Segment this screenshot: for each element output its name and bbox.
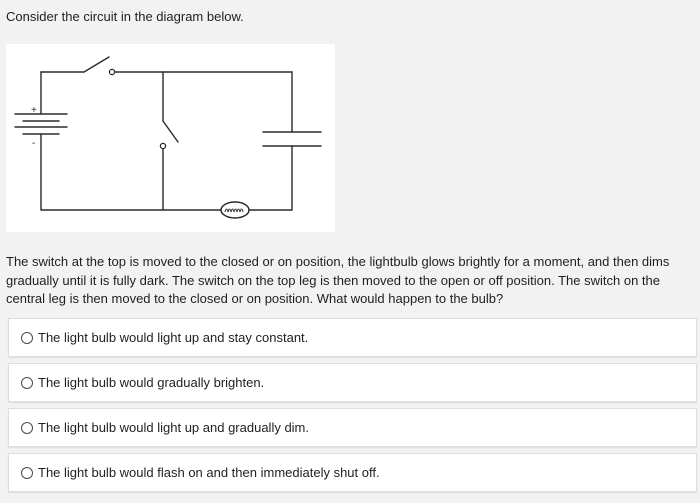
answer-option-label: The light bulb would gradually brighten. xyxy=(38,374,265,390)
radio-button-icon[interactable] xyxy=(21,467,33,479)
answer-option-1[interactable] xyxy=(8,318,697,357)
center-switch-lever xyxy=(163,121,178,142)
center-switch-contact xyxy=(160,143,165,148)
intro-text: Consider the circuit in the diagram below. xyxy=(6,9,244,24)
answer-options xyxy=(8,318,697,498)
radio-button-icon[interactable] xyxy=(21,332,33,344)
top-switch-contact xyxy=(109,69,114,74)
battery-plus-label: + xyxy=(31,105,37,116)
circuit-diagram xyxy=(6,44,335,232)
answer-option-2[interactable] xyxy=(8,363,697,402)
question-text: The switch at the top is moved to the closed or on position, the lightbulb glows brightly for a moment, and then dims gradually until it is fully dark. The switch on the top leg is then moved to the open or off position. The switch on the central leg is then moved to the closed or on position. What would happen to the bulb? xyxy=(6,254,670,306)
answer-option-label: The light bulb would flash on and then immediately shut off. xyxy=(38,464,380,480)
lightbulb xyxy=(221,202,249,218)
answer-option-4[interactable] xyxy=(8,453,697,492)
answer-option-label: The light bulb would light up and gradually dim. xyxy=(38,419,310,435)
top-switch-lever xyxy=(84,57,109,72)
radio-button-icon[interactable] xyxy=(21,422,33,434)
battery-minus-label: - xyxy=(32,138,36,149)
radio-button-icon[interactable] xyxy=(21,377,33,389)
answer-option-label: The light bulb would light up and stay constant. xyxy=(38,329,309,345)
answer-option-3[interactable] xyxy=(8,408,697,447)
circuit-diagram-svg xyxy=(6,44,335,232)
